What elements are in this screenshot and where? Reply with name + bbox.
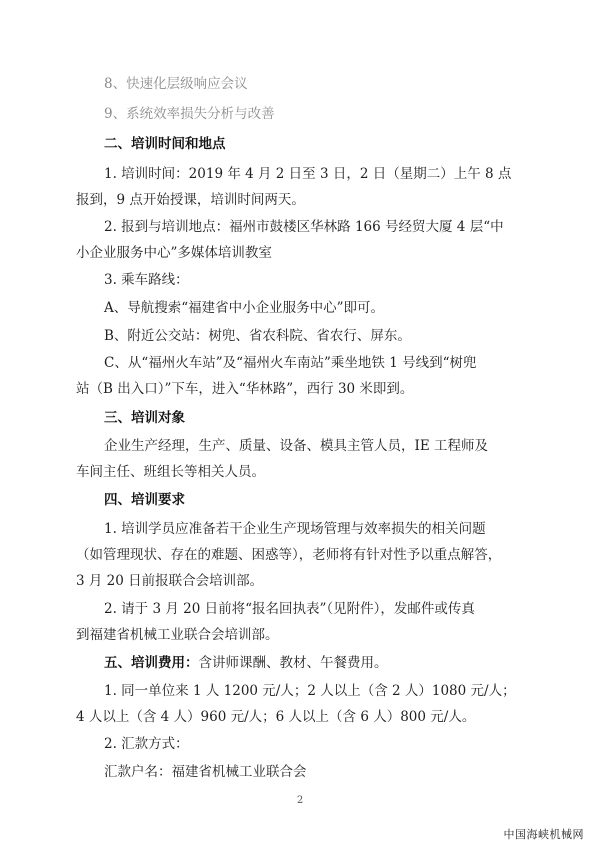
section-heading-fees: 五、培训费用： [104, 655, 199, 671]
section-heading-fees-line [0, 653, 600, 673]
paragraph-line: 1. 同一单位来 1 人 1200 元/人；2 人以上（含 2 人）1080 元/人； [104, 683, 516, 699]
paragraph-line: C、从“福州火车站”及“福州火车南站”乘坐地铁 1 号线到“树兜 [104, 355, 477, 371]
section-heading-participants: 三、培训对象 [104, 410, 185, 426]
section-heading-time-place: 二、培训时间和地点 [104, 136, 226, 152]
paragraph-line: 站（B 出入口）”下车，进入“华林路”，西行 30 米即到。 [76, 381, 414, 397]
paragraph-line: 1. 培训时间：2019 年 4 月 2 日至 3 日，2 日（星期二）上午 8 点 [104, 166, 512, 182]
paragraph-line: 汇款户名：福建省机械工业联合会 [104, 764, 307, 780]
list-item-8: 8、快速化层级响应会议 [104, 76, 248, 92]
paragraph-line: B、附近公交站：树兜、省农科院、省农行、屏东。 [104, 328, 411, 344]
paragraph-line: 3 月 20 日前报联合会培训部。 [76, 573, 264, 589]
paragraph-line: 2. 汇款方式： [104, 736, 189, 752]
paragraph-line: 3. 乘车路线： [104, 272, 189, 288]
paragraph-line: 小企业服务中心”多媒体培训教室 [76, 245, 272, 261]
paragraph-line: 报到，9 点开始授课，培训时间两天。 [76, 192, 305, 208]
paragraph-line: （如管理现状、存在的难题、困惑等），老师将有针对性予以重点解答， [76, 547, 502, 563]
list-item-9: 9、系统效率损失分析与改善 [104, 106, 275, 122]
paragraph-line: 1. 培训学员应准备若干企业生产现场管理与效率损失的相关问题 [104, 521, 486, 537]
paragraph-line: 4 人以上（含 4 人）960 元/人；6 人以上（含 6 人）800 元/人。 [76, 709, 476, 725]
paragraph-line: 企业生产经理，生产、质量、设备、模具主管人员，IE 工程师及 [104, 438, 488, 454]
section-heading-requirements: 四、培训要求 [104, 492, 185, 508]
paragraph-line: 到福建省机械工业联合会培训部。 [76, 627, 279, 643]
watermark: 中国海峡机械网 [503, 828, 584, 841]
paragraph-line: 车间主任、班组长等相关人员。 [76, 464, 265, 480]
page-number: 2 [296, 795, 304, 806]
paragraph-line: A、导航搜索“福建省中小企业服务中心”即可。 [104, 300, 385, 316]
paragraph-line: 2. 请于 3 月 20 日前将“报名回执表”（见附件），发邮件或传真 [104, 601, 475, 617]
paragraph-line: 2. 报到与培训地点：福州市鼓楼区华林路 166 号经贸大厦 4 层“中 [104, 219, 504, 235]
fees-description: 含讲师课酬、教材、午餐费用。 [198, 655, 388, 671]
